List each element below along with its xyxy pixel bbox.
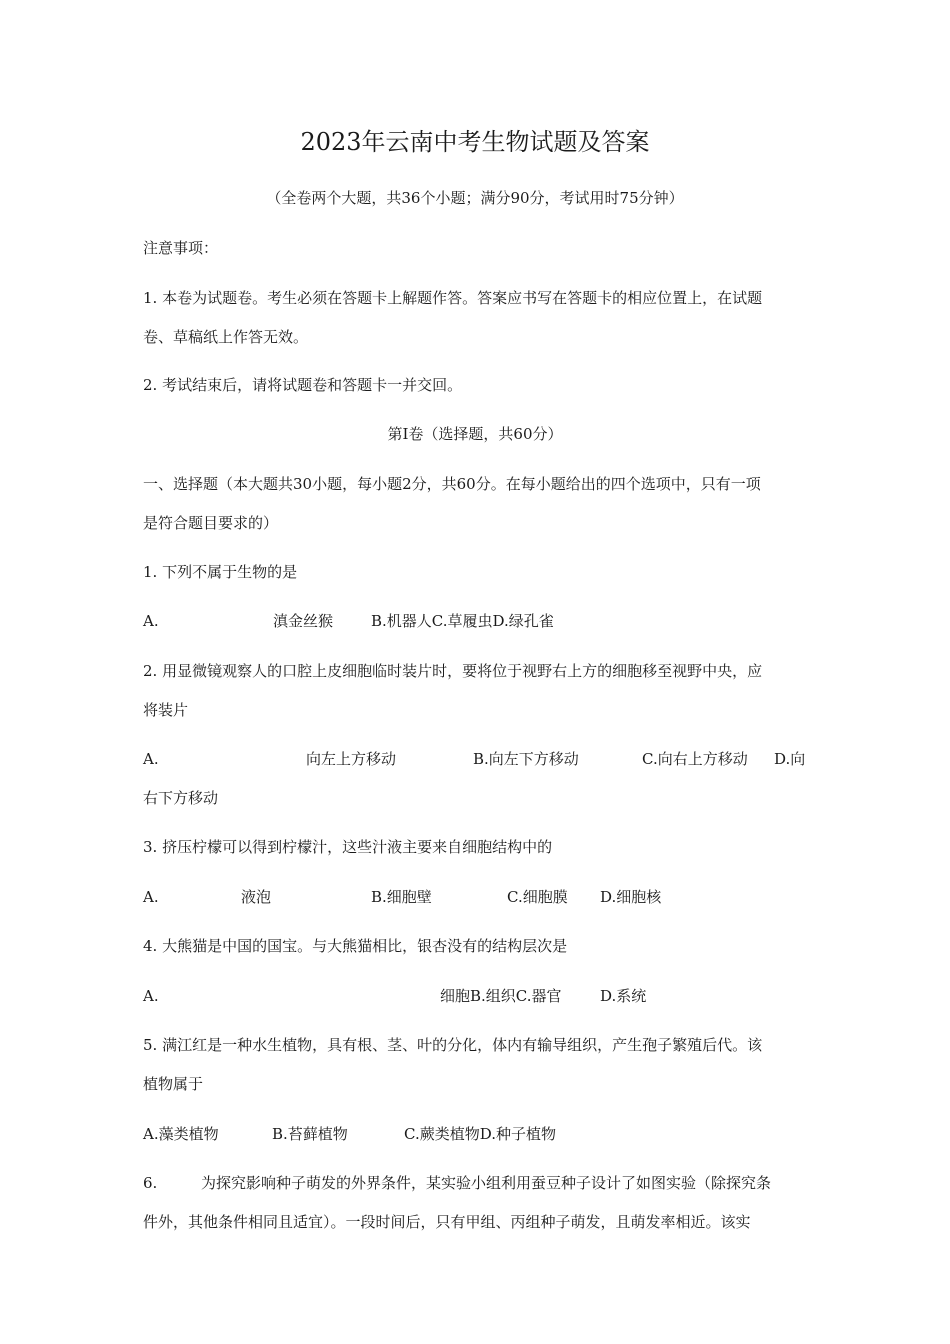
section1-line2: 是符合题目要求的） <box>143 514 279 532</box>
q4-option-d: D.系统 <box>600 987 647 1005</box>
q2-option-c: C.向右上方移动 <box>642 750 748 768</box>
document-title: 2023年云南中考生物试题及答案 <box>300 128 650 156</box>
q2-option-d-part1: D.向 <box>774 750 806 768</box>
q1-option-a-text: 滇金丝猴 <box>273 612 334 630</box>
q5-options-cd: C.蕨类植物D.种子植物 <box>404 1125 556 1143</box>
q3-option-d: D.细胞核 <box>600 888 662 906</box>
exam-info: （全卷两个大题，共36个小题；满分90分，考试用时75分钟） <box>266 189 684 207</box>
notice-heading: 注意事项： <box>143 239 219 257</box>
notice-1-line1: 1. 本卷为试题卷。考生必须在答题卡上解题作答。答案应书写在答题卡的相应位置上，在试题 <box>143 289 763 307</box>
q3-option-b: B.细胞壁 <box>371 888 432 906</box>
q6-stem-line1: 为探究影响种子萌发的外界条件，某实验小组利用蚕豆种子设计了如图实验（除探究条 <box>201 1174 772 1192</box>
notice-2: 2. 考试结束后，请将试题卷和答题卡一并交回。 <box>143 376 463 394</box>
q5-option-b: B.苔藓植物 <box>272 1125 348 1143</box>
q3-option-c: C.细胞膜 <box>507 888 568 906</box>
q2-option-a-text: 向左上方移动 <box>306 750 397 768</box>
q2-option-a-label: A. <box>143 750 159 768</box>
q2-option-b: B.向左下方移动 <box>473 750 579 768</box>
q2-option-d-part2: 右下方移动 <box>143 789 219 807</box>
q4-options-abc: 细胞B.组织C.器官 <box>440 987 562 1005</box>
q4-option-a-label: A. <box>143 987 159 1005</box>
q1-stem: 1. 下列不属于生物的是 <box>143 563 298 581</box>
q6-number: 6. <box>143 1174 158 1192</box>
q3-stem: 3. 挤压柠檬可以得到柠檬汁，这些汁液主要来自细胞结构中的 <box>143 838 553 856</box>
q5-stem-line1: 5. 满江红是一种水生植物，具有根、茎、叶的分化，体内有输导组织，产生孢子繁殖后代。该 <box>143 1036 763 1054</box>
section1-line1: 一、选择题（本大题共30小题，每小题2分，共60分。在每小题给出的四个选项中，只有一项 <box>143 475 761 493</box>
q6-stem-line2: 件外，其他条件相同且适宜）。一段时间后，只有甲组、丙组种子萌发，且萌发率相近。该实 <box>143 1213 751 1231</box>
q5-option-a: A.藻类植物 <box>143 1125 219 1143</box>
q2-stem-line2: 将装片 <box>143 701 189 719</box>
part1-heading: 第I卷（选择题，共60分） <box>387 425 563 443</box>
q5-stem-line2: 植物属于 <box>143 1075 204 1093</box>
q1-option-a-label: A. <box>143 612 159 630</box>
q4-stem: 4. 大熊猫是中国的国宝。与大熊猫相比，银杏没有的结构层次是 <box>143 937 568 955</box>
notice-1-line2: 卷、草稿纸上作答无效。 <box>143 328 309 346</box>
q2-stem-line1: 2. 用显微镜观察人的口腔上皮细胞临时装片时，要将位于视野右上方的细胞移至视野中央，应 <box>143 662 763 680</box>
q3-option-a-text: 液泡 <box>241 888 272 906</box>
q1-options-bcd: B.机器人C.草履虫D.绿孔雀 <box>371 612 554 630</box>
q3-option-a-label: A. <box>143 888 159 906</box>
